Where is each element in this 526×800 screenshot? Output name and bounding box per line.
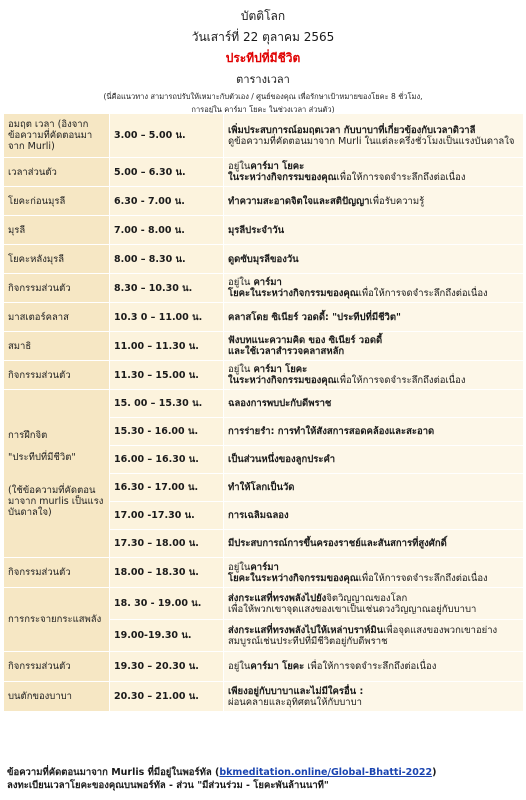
category-cell: กิจกรรมส่วนตัว bbox=[4, 274, 110, 303]
description-bold: ส่งกระแสที่ทรงพลังไปยัง bbox=[228, 592, 327, 604]
time-cell: 11.00 – 11.30 น. bbox=[110, 332, 224, 361]
description-bold: คาร์มา bbox=[253, 277, 282, 288]
category-cell: โยคะก่อนมุรลี bbox=[4, 187, 110, 216]
description-text: อยู่ใน bbox=[228, 161, 251, 172]
description-text: ดูข้อความที่คัดตอนมาจาก Murli ในแต่ละครึ่งชั่วโมงเป็นแรงบันดาลใจ bbox=[228, 135, 515, 147]
category-cell: อมฤต เวลา (อิงจากข้อความที่คัดตอนมาจาก Murli) bbox=[4, 114, 110, 158]
description-bold: ดูดซับมุรลีของวัน bbox=[228, 253, 299, 265]
header-note-2: การอยู่ใน คาร์มา โยคะ ในช่วงเวลา ส่วนตัว) bbox=[191, 105, 335, 114]
table-row bbox=[4, 187, 524, 216]
description-cell bbox=[224, 303, 524, 332]
table-row bbox=[4, 303, 524, 332]
category-cell: กิจกรรมส่วนตัว bbox=[4, 652, 110, 682]
table-row bbox=[4, 332, 524, 361]
description-cell bbox=[224, 114, 524, 158]
description-bold: ทำให้โลกเป็นวัด bbox=[228, 482, 295, 493]
description-cell bbox=[224, 682, 524, 712]
category-cell: กิจกรรมส่วนตัว bbox=[4, 558, 110, 588]
category-cell: โยคะหลังมุรลี bbox=[4, 245, 110, 274]
description-bold: เป็นส่วนหนึ่งของลูกประคำ bbox=[228, 454, 336, 465]
category-cell-group: การกระจายกระแสพลัง bbox=[4, 588, 110, 652]
description-bold-2: ในระหว่างกิจกรรมของคุณ bbox=[228, 172, 337, 183]
group-category-1: การฝึกจิต bbox=[8, 429, 48, 441]
description-bold: เพียงอยู่กับบาบาและไม่มีใครอื่น : bbox=[228, 685, 364, 697]
time-cell: 10.3 0 – 11.00 น. bbox=[110, 303, 224, 332]
time-cell: 11.30 – 15.00 น. bbox=[110, 361, 224, 390]
category-cell: มาสเตอร์คลาส bbox=[4, 303, 110, 332]
description-text: เพื่อจุดแสงของพวกเขาอย่าง bbox=[383, 624, 498, 636]
description-cell bbox=[224, 361, 524, 390]
description-text-2: เพื่อให้การจดจำระลึกถึงต่อเนื่อง bbox=[336, 172, 466, 183]
description-text-2: เพื่อให้การจดจำระลึกถึงต่อเนื่อง bbox=[358, 572, 488, 584]
table-row bbox=[4, 390, 524, 418]
category-cell-group bbox=[4, 390, 110, 558]
description-bold-2: โยคะในระหว่างกิจกรรมของคุณ bbox=[228, 572, 359, 584]
description-cell bbox=[224, 187, 524, 216]
time-cell: 20.30 – 21.00 น. bbox=[110, 682, 224, 712]
table-row bbox=[4, 361, 524, 390]
description-cell bbox=[224, 502, 524, 530]
description-cell bbox=[224, 558, 524, 588]
footer-text: ข้อความที่คัดตอนมาจาก Murlis ที่มีอยู่ในพอร์ทัล ( bbox=[7, 767, 220, 778]
description-text-2: เพื่อให้การจดจำระลึกถึงต่อเนื่อง bbox=[358, 288, 488, 299]
time-cell: 16.00 – 16.30 น. bbox=[110, 446, 224, 474]
description-text: จิตวิญญาณของโลก bbox=[326, 592, 408, 604]
description-cell bbox=[224, 158, 524, 187]
header-date: วันเสาร์ที่ 22 ตุลาคม 2565 bbox=[191, 30, 335, 44]
category-cell: เวลาส่วนตัว bbox=[4, 158, 110, 187]
footer-line-1 bbox=[7, 766, 436, 779]
description-cell bbox=[224, 245, 524, 274]
table-row bbox=[4, 158, 524, 187]
description-cell bbox=[224, 390, 524, 418]
schedule-table bbox=[3, 113, 524, 712]
time-cell: 18. 30 - 19.00 น. bbox=[110, 588, 224, 620]
description-cell bbox=[224, 274, 524, 303]
description-text-2: ผ่อนคลายและอุทิศตนให้กับบาบา bbox=[228, 696, 362, 708]
time-cell: 8.00 – 8.30 น. bbox=[110, 245, 224, 274]
table-row bbox=[4, 588, 524, 620]
header-subtitle: ตารางเวลา bbox=[236, 73, 290, 86]
description-text-2: สมบูรณ์เช่นประทีปที่มีชีวิตอยู่กับดีพราช bbox=[228, 635, 388, 647]
time-cell: 16.30 - 17.00 น. bbox=[110, 474, 224, 502]
description-text: อยู่ใน bbox=[228, 561, 251, 573]
portal-link[interactable]: bkmeditation.online/Global-Bhatti-2022 bbox=[219, 767, 433, 778]
table-row bbox=[4, 245, 524, 274]
description-cell bbox=[224, 332, 524, 361]
category-cell: มุรลี bbox=[4, 216, 110, 245]
description-text: เพื่อรับความรู้ bbox=[369, 195, 425, 207]
description-bold: ฟังบทแนะความคิด ของ ซิเนียร์ วอดดี้ bbox=[228, 335, 383, 346]
header-note-1: (นี่คือแนวทาง สามารถปรับให้เหมาะกับตัวเอง / ศูนย์ของคุณ เพื่อรักษาเป้าหมายของโยคะ 8 ชั่วโมง, bbox=[103, 92, 423, 101]
time-cell: 15. 00 – 15.30 น. bbox=[110, 390, 224, 418]
description-bold: ส่งกระแสที่ทรงพลังไปให้เหล่าบราห์มิน bbox=[228, 624, 384, 636]
time-cell: 3.00 – 5.00 น. bbox=[110, 114, 224, 158]
description-bold: มุรลีประจำวัน bbox=[228, 224, 285, 236]
category-cell: สมาธิ bbox=[4, 332, 110, 361]
time-cell: 8.30 – 10.30 น. bbox=[110, 274, 224, 303]
description-cell bbox=[224, 588, 524, 620]
description-cell bbox=[224, 216, 524, 245]
description-bold: คาร์มา โยคะ bbox=[250, 161, 305, 172]
description-cell bbox=[224, 418, 524, 446]
time-cell: 5.00 – 6.30 น. bbox=[110, 158, 224, 187]
description-text: อยู่ใน bbox=[228, 277, 251, 288]
table-row bbox=[4, 274, 524, 303]
description-cell bbox=[224, 446, 524, 474]
description-bold: มีประสบการณ์การขึ้นครองราชย์และสันสการที่สูงศักดิ์ bbox=[228, 538, 447, 549]
table-row bbox=[4, 216, 524, 245]
header-title: บัตติโลก bbox=[240, 9, 286, 23]
footer-text-end: ) bbox=[432, 767, 437, 778]
page-header bbox=[0, 0, 526, 116]
description-bold-2: ในระหว่างกิจกรรมของคุณ bbox=[228, 375, 337, 386]
group-category-3: (ใช้ข้อความที่คัดตอนมาจาก murlis เป็นแรงบันดาลใจ) bbox=[8, 484, 104, 518]
footer-line-2: ลงทะเบียนเวลาโยคะของคุณบนพอร์ทัล - ส่วน "มีส่วนร่วม - โยคะพันล้านนาที" bbox=[7, 780, 329, 791]
time-cell: 19.30 – 20.30 น. bbox=[110, 652, 224, 682]
description-text-2: เพื่อให้พวกเขาจุดแสงของเขาเป็นเช่นดวงวิญญาณอยู่กับบาบา bbox=[228, 603, 477, 615]
table-row bbox=[4, 114, 524, 158]
time-cell: 18.00 – 18.30 น. bbox=[110, 558, 224, 588]
description-text: อยู่ใน bbox=[228, 364, 251, 375]
description-cell bbox=[224, 530, 524, 558]
time-cell: 17.00 -17.30 น. bbox=[110, 502, 224, 530]
description-bold-2: โยคะในระหว่างกิจกรรมของคุณ bbox=[228, 288, 359, 299]
time-cell: 17.30 – 18.00 น. bbox=[110, 530, 224, 558]
description-bold: ฉลองการพบปะกับดีพราช bbox=[228, 398, 332, 409]
description-bold: คาร์มา bbox=[250, 561, 279, 573]
description-bold: คาร์มา โยคะ bbox=[253, 364, 308, 375]
description-text-2: เพื่อให้การจดจำระลึกถึงต่อเนื่อง bbox=[307, 661, 437, 672]
description-text: อยู่ใน bbox=[228, 661, 251, 672]
description-cell bbox=[224, 620, 524, 652]
time-cell: 19.00-19.30 น. bbox=[110, 620, 224, 652]
description-bold: คลาสโดย ซิเนียร์ วอดดี้: "ประทีปที่มีชีวิต" bbox=[228, 311, 402, 323]
description-bold-2: และใช้เวลาสำรวจคลาสหลัก bbox=[228, 346, 345, 357]
description-cell bbox=[224, 652, 524, 682]
category-cell: บนตักของบาบา bbox=[4, 682, 110, 712]
description-bold: การเฉลิมฉลอง bbox=[228, 510, 289, 521]
description-bold: ทำความสะอาดจิตใจและสติปัญญา bbox=[228, 195, 370, 207]
description-bold: การร่ายรำ: การทำให้สังสการสอดคล้องและสะอาด bbox=[228, 426, 435, 437]
time-cell: 6.30 - 7.00 น. bbox=[110, 187, 224, 216]
footer bbox=[7, 766, 436, 792]
description-text-2: เพื่อให้การจดจำระลึกถึงต่อเนื่อง bbox=[336, 375, 466, 386]
description-cell bbox=[224, 474, 524, 502]
description-bold: คาร์มา โยคะ bbox=[250, 661, 305, 672]
time-cell: 15.30 - 16.00 น. bbox=[110, 418, 224, 446]
category-cell: กิจกรรมส่วนตัว bbox=[4, 361, 110, 390]
table-row bbox=[4, 652, 524, 682]
table-row bbox=[4, 682, 524, 712]
header-theme: ประทีปที่มีชีวิต bbox=[225, 51, 301, 65]
time-cell: 7.00 - 8.00 น. bbox=[110, 216, 224, 245]
group-category-2: "ประทีปที่มีชีวิต" bbox=[8, 451, 76, 463]
description-bold: เพิ่มประสบการณ์อมฤตเวลา กับบาบาที่เกี่ยวข้องกับเวลาดิวาลี bbox=[228, 124, 476, 136]
table-row bbox=[4, 558, 524, 588]
